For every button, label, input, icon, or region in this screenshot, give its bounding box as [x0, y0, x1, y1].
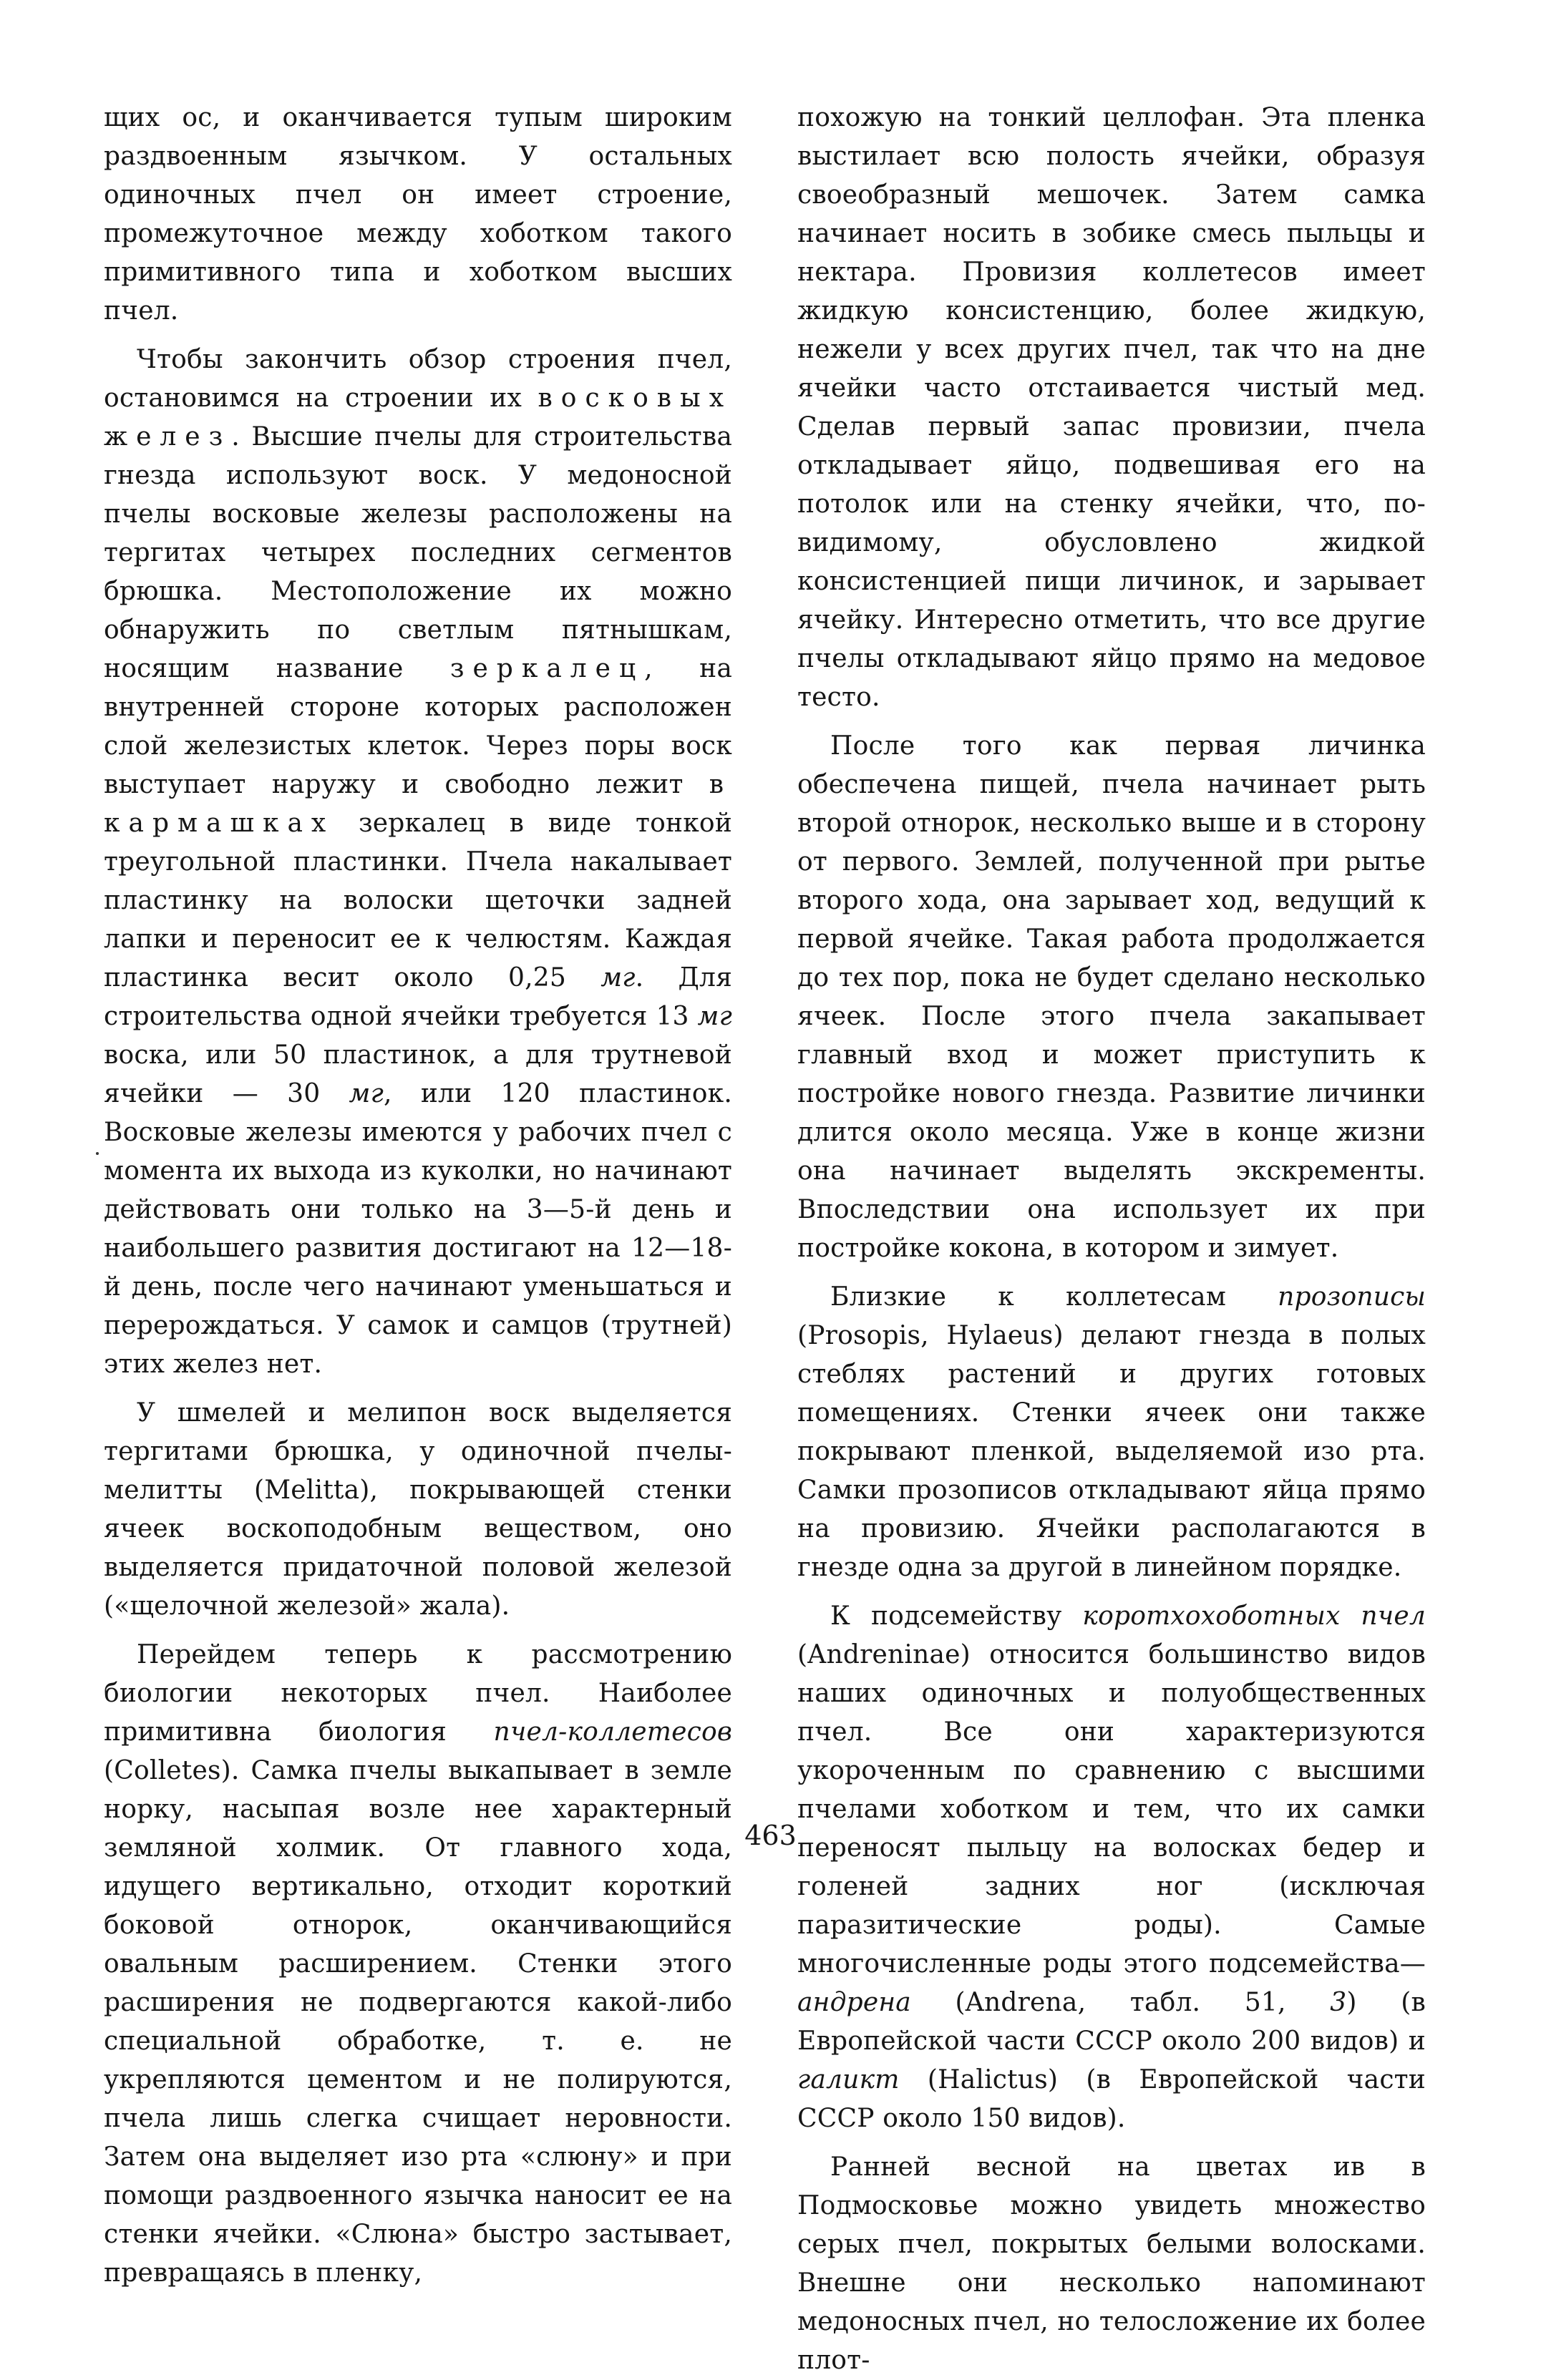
- text-segment: , на внутренней стороне которых расположен слой железистых клеток. Через поры воск выступает наружу и свободно лежит: [104, 654, 732, 799]
- unit-mg: мг: [697, 1002, 732, 1031]
- text-segment: . Для строительства одной ячейки требуется 13: [104, 963, 732, 1031]
- unit-mg: мг: [601, 963, 636, 993]
- paragraph-continuation: щих ос, и оканчивается тупым широким раздвоенным язычком. У остальных одиночных пчел он имеет строение, промежуточное между хоботком такого примитивного типа и хоботком высших пчел.: [104, 103, 732, 326]
- text-segment: воска, или 50 пластинок, а для трутневой ячейки — 30: [104, 1040, 732, 1108]
- italic-term: пчел-коллетесов: [493, 1717, 732, 1747]
- scan-speck: [96, 1152, 99, 1155]
- text-segment: Чтобы закончить обзор строения пчел, остановимся на строении их: [104, 345, 732, 413]
- text-segment: ) (в Европейской части СССР около 200 видов) и: [797, 1988, 1426, 2056]
- spaced-term: восковых желез: [104, 384, 732, 452]
- italic-term: 3: [1330, 1988, 1347, 2017]
- left-column: [104, 99, 732, 2288]
- spaced-term: зеркалец: [449, 654, 645, 683]
- italic-term: коротхохоботных пчел: [1082, 1601, 1426, 1631]
- italic-term: галикт: [797, 2065, 900, 2094]
- paragraph-bumblebees: У шмелей и мелипон воск выделяется тергитами брюшка, у одиночной пчелы-мелитты (Melitta), покрывающей стенки ячеек воскоподобным веществом, оно выделяется придаточной половой железой («щелочной железой» жала).: [104, 1398, 732, 1621]
- paragraph-prosopis: [797, 1278, 1426, 1587]
- text-segment: (Halictus) (в Европейской части СССР около 150 видов).: [797, 2065, 1426, 2133]
- text-segment: Близкие к коллетесам: [830, 1282, 1278, 1312]
- text-segment: (Prosopis, Hylaeus) делают гнезда в полых стеблях растений и других готовых помещениях. Стенки ячеек они также покрывают пленкой, выделяемой изо рта. Самки прозописов откладывают яйца прямо на провизию. Ячейки располагаются в гнезде одна за другой в линейном порядке.: [797, 1321, 1426, 1582]
- italic-term: прозописы: [1278, 1282, 1426, 1312]
- paragraph-andreninae: [797, 1597, 1426, 2138]
- text-segment: К подсемейству: [830, 1601, 1083, 1631]
- paragraph-wax-glands: [104, 341, 732, 1384]
- spaced-term: в кармашках: [104, 770, 732, 838]
- paragraph-second-burrow: После того как первая личинка обеспечена пищей, пчела начинает рыть второй отнорок, несколько выше и в сторону от первого. Землей, полученной при рытье второго хода, она зарывает ход, ведущий к первой ячейке. Такая работа продолжается до тех пор, пока не будет сделано несколько ячеек. После этого пчела закапывает главный вход и может приступить к постройке нового гнезда. Развитие личинки длится около месяца. Уже в конце жизни она начинает выделять экскременты. Впоследствии она использует их при постройке кокона, в котором и зимует.: [797, 731, 1426, 1263]
- text-segment: (Andrena, табл. 51,: [910, 1988, 1331, 2017]
- paragraph-colletes: [104, 1636, 732, 2293]
- paragraph-spring: Ранней весной на цветах ив в Подмосковье можно увидеть множество серых пчел, покрытых белыми волосками. Внешне они несколько напоминают медоносных пчел, но телосложение их более плот-: [797, 2152, 1426, 2375]
- text-segment: зеркалец в виде тонкой треугольной пластинки. Пчела накалывает пластинку на волоски щеточки задней лапки и переносит ее к челюстям. Каждая пластинка весит около 0,25: [104, 809, 732, 993]
- page-number: 463: [744, 1820, 797, 1851]
- paragraph-continuation: похожую на тонкий целлофан. Эта пленка выстилает всю полость ячейки, образуя своеобразный мешочек. Затем самка начинает носить в зобике смесь пыльцы и нектара. Провизия коллетесов имеет жидкую консистенцию, более жидкую, нежели у всех других пчел, так что на дне ячейки часто отстаивается чистый мед. Сделав первый запас провизии, пчела откладывает яйцо, подвешивая его на потолок или на стенку ячейки, что, по-видимому, обусловлено жидкой консистенцией пищи личинок, и зарывает ячейку. Интересно отметить, что все другие пчелы откладывают яйцо прямо на медовое тесто.: [797, 103, 1426, 712]
- text-segment: Перейдем теперь к рассмотрению биологии некоторых пчел. Наиболее примитивна биология: [104, 1640, 732, 1747]
- text-segment: (Andreninae) относится большинство видов наших одиночных и полуобщественных пчел. Все они характеризуются укороченным по сравнению с высшими пчелами хоботком и тем, что их самки переносят пыльцу на волосках бедер и голеней задних ног (исключая паразитические роды). Самые многочисленные роды этого подсемейства—: [797, 1640, 1426, 1979]
- text-segment: . Высшие пчелы для строительства гнезда используют воск. У медоносной пчелы восковые железы расположены на тергитах четырех последних сегментов брюшка. Местоположение их можно обнаружить по светлым пятнышкам, носящим название: [104, 422, 732, 683]
- right-column: [797, 99, 1426, 2375]
- text-segment: (Colletes). Самка пчелы выкапывает в земле норку, насыпая возле нее характерный земляной холмик. От главного хода, идущего вертикально, отходит короткий боковой отнорок, оканчивающийся овальным расширением. Стенки этого расширения не подвергаются какой-либо специальной обработке, т. е. не укрепляются цементом и не полируются, пчела лишь слегка счищает неровности. Затем она выделяет изо рта «слюну» и при помощи раздвоенного язычка наносит ее на стенки ячейки. «Слюна» быстро застывает, превращаясь в пленку,: [104, 1756, 732, 2288]
- unit-mg: мг: [349, 1079, 384, 1108]
- text-segment: , или 120 пластинок. Восковые железы имеются у рабочих пчел с момента их выхода из куколки, но начинают действовать они только на 3—5-й день и наибольшего развития достигают на 12—18-й день, после чего начинают уменьшаться и перерождаться. У самок и самцов (трутней) этих желез нет.: [104, 1079, 732, 1379]
- italic-term: андрена: [797, 1988, 911, 2017]
